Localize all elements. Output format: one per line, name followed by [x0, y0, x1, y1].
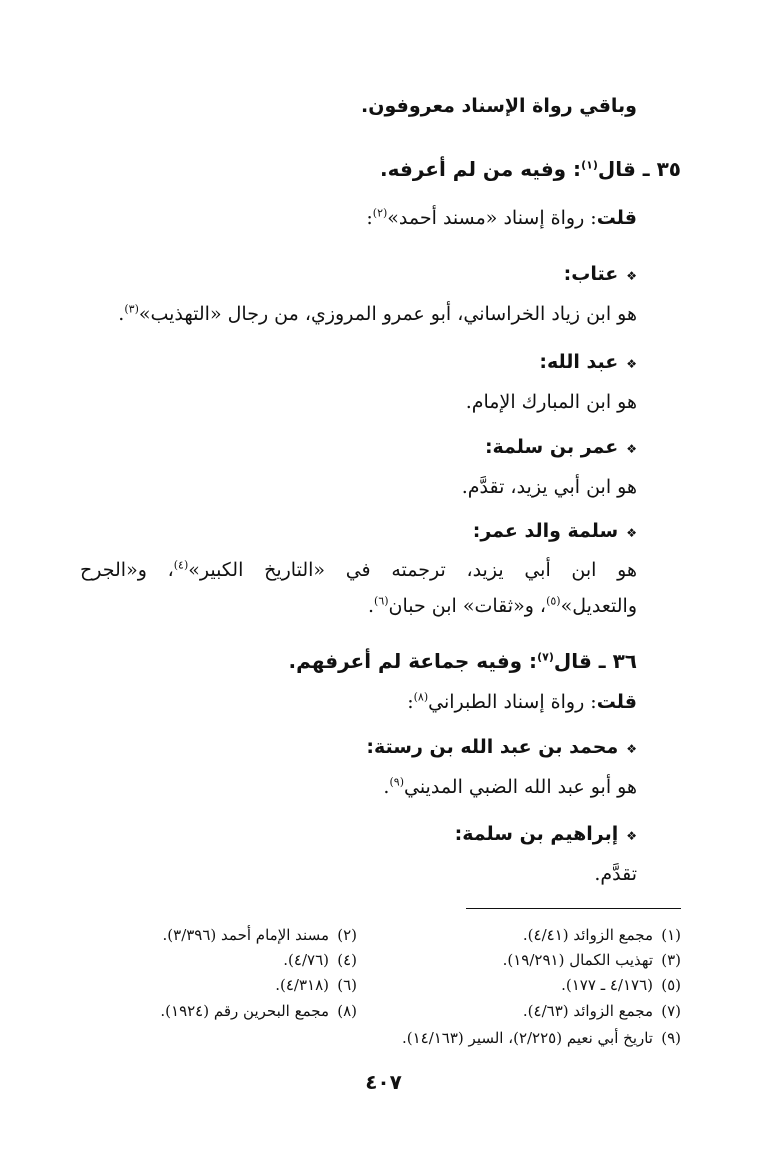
footnote-text: مجمع الزوائد (٤/٤١).: [522, 926, 653, 944]
line-text: وباقي رواة الإسناد معروفون.: [361, 95, 637, 117]
footnote-ref-2[interactable]: (٢): [372, 206, 388, 220]
bullet-icon: ❖: [626, 829, 637, 843]
narrator-name: عتاب:: [563, 263, 619, 285]
narrator-heading-ibrahim: [60, 820, 637, 850]
narrator-heading-muhammad: [60, 733, 637, 763]
footnote-number: (٢): [337, 926, 357, 944]
footnote-ref-1[interactable]: (١): [581, 158, 598, 172]
footnote-6: [275, 974, 357, 996]
entry-35-heading: [60, 155, 681, 183]
footnote-8: [160, 1000, 357, 1022]
narrator-heading-abdullah: [60, 348, 637, 378]
narrator-heading-umar: [60, 433, 637, 463]
narrator-text: هو أبو عبد الله الضبي المديني: [403, 776, 637, 798]
qult-end: :: [407, 691, 414, 713]
narrator-text: هو ابن أبي يزيد، ترجمته في «التاريخ الكبير»: [188, 559, 637, 581]
qult-end: :: [366, 207, 373, 229]
narrator-text: والتعديل»: [560, 595, 637, 617]
footnote-5: [561, 974, 681, 996]
footnote-text: تاريخ أبي نعيم (٢/٢٢٥)، السير (١٤/١٦٣).: [401, 1029, 653, 1047]
footnote-text: (٤/٣١٨).: [275, 976, 329, 994]
footnote-9: [402, 1027, 681, 1049]
footnote-number: (١): [661, 926, 681, 944]
footnote-text: تهذيب الكمال (١٩/٢٩١).: [502, 951, 653, 969]
footnote-ref-6[interactable]: (٦): [374, 594, 389, 608]
footnote-ref-4[interactable]: (٤): [173, 558, 189, 572]
entry-number: ٣٥ ـ قال: [597, 157, 681, 181]
footnote-ref-3[interactable]: (٣): [124, 302, 139, 316]
narrator-name: محمد بن عبد الله بن رستة:: [366, 736, 619, 758]
line-end: .: [118, 303, 125, 325]
narrator-name: عمر بن سلمة:: [484, 436, 619, 458]
footnote-text: مجمع البحرين رقم (١٩٢٤).: [160, 1002, 329, 1020]
narrator-desc-abdullah: [60, 388, 637, 416]
footnote-divider: [466, 908, 681, 909]
narrator-heading-attab: [60, 260, 637, 290]
narrator-text: هو ابن أبي يزيد، تقدَّم.: [461, 476, 637, 498]
footnote-number: (٤): [337, 951, 357, 969]
qult-line-36: [60, 688, 637, 716]
entry-36-heading: [60, 647, 637, 675]
footnote-number: (٥): [661, 976, 681, 994]
footnote-7: [523, 1000, 681, 1022]
text-line-remaining-narrators: [60, 92, 637, 120]
narrator-name: عبد الله:: [539, 351, 619, 373]
narrator-text: هو ابن زياد الخراساني، أبو عمرو المروزي، من رجال «التهذيب»: [138, 303, 637, 325]
footnote-ref-8[interactable]: (٨): [413, 690, 429, 704]
footnote-number: (٦): [337, 976, 357, 994]
footnote-number: (٣): [661, 951, 681, 969]
narrator-text: ، و«ثقات» ابن حبان: [388, 595, 547, 617]
narrator-text: تقدَّم.: [594, 863, 637, 885]
footnote-number: (٩): [661, 1029, 681, 1047]
narrator-name: إبراهيم بن سلمة:: [454, 823, 619, 845]
qult-label: قلت: [596, 691, 637, 713]
narrator-name: سلمة والد عمر:: [472, 520, 619, 542]
qult-line-35: [60, 204, 637, 232]
qult-text: : رواة إسناد «مسند أحمد»: [387, 207, 597, 229]
footnote-2: [163, 924, 357, 946]
footnote-1: [523, 924, 681, 946]
page-number: ٤٠٧: [365, 1070, 402, 1094]
line-end: .: [367, 595, 375, 617]
bullet-icon: ❖: [626, 742, 637, 756]
bullet-icon: ❖: [626, 357, 637, 371]
bullet-icon: ❖: [626, 269, 637, 283]
bullet-icon: ❖: [626, 442, 637, 456]
narrator-desc-salama-2: [60, 592, 637, 620]
narrator-text: هو ابن المبارك الإمام.: [465, 391, 637, 413]
narrator-desc-attab: [60, 300, 637, 328]
entry-number: ٣٦ ـ قال: [553, 649, 637, 673]
footnote-text: (٤/١٧٦ ـ ١٧٧).: [561, 976, 653, 994]
line-end: .: [383, 776, 390, 798]
bullet-icon: ❖: [626, 526, 637, 540]
entry-text: : وفيه من لم أعرفه.: [380, 157, 582, 181]
footnote-number: (٧): [661, 1002, 681, 1020]
footnote-ref-7[interactable]: (٧): [537, 650, 554, 664]
footnote-3: [503, 949, 681, 971]
narrator-text: ، و«الجرح: [80, 559, 174, 581]
footnote-ref-9[interactable]: (٩): [389, 775, 404, 789]
entry-text: : وفيه جماعة لم أعرفهم.: [288, 649, 538, 673]
footnote-ref-5[interactable]: (٥): [546, 594, 561, 608]
footnote-text: مجمع الزوائد (٤/٦٣).: [522, 1002, 653, 1020]
footnote-number: (٨): [337, 1002, 357, 1020]
qult-text: : رواة إسناد الطبراني: [428, 691, 597, 713]
footnote-4: [283, 949, 357, 971]
footnote-text: (٤/٧٦).: [283, 951, 329, 969]
qult-label: قلت: [596, 207, 637, 229]
narrator-desc-salama-1: [80, 556, 637, 584]
narrator-desc-muhammad: [60, 773, 637, 801]
narrator-heading-salama: [60, 517, 637, 547]
footnote-text: مسند الإمام أحمد (٣/٣٩٦).: [162, 926, 329, 944]
narrator-desc-umar: [60, 473, 637, 501]
narrator-desc-ibrahim: [60, 860, 637, 888]
